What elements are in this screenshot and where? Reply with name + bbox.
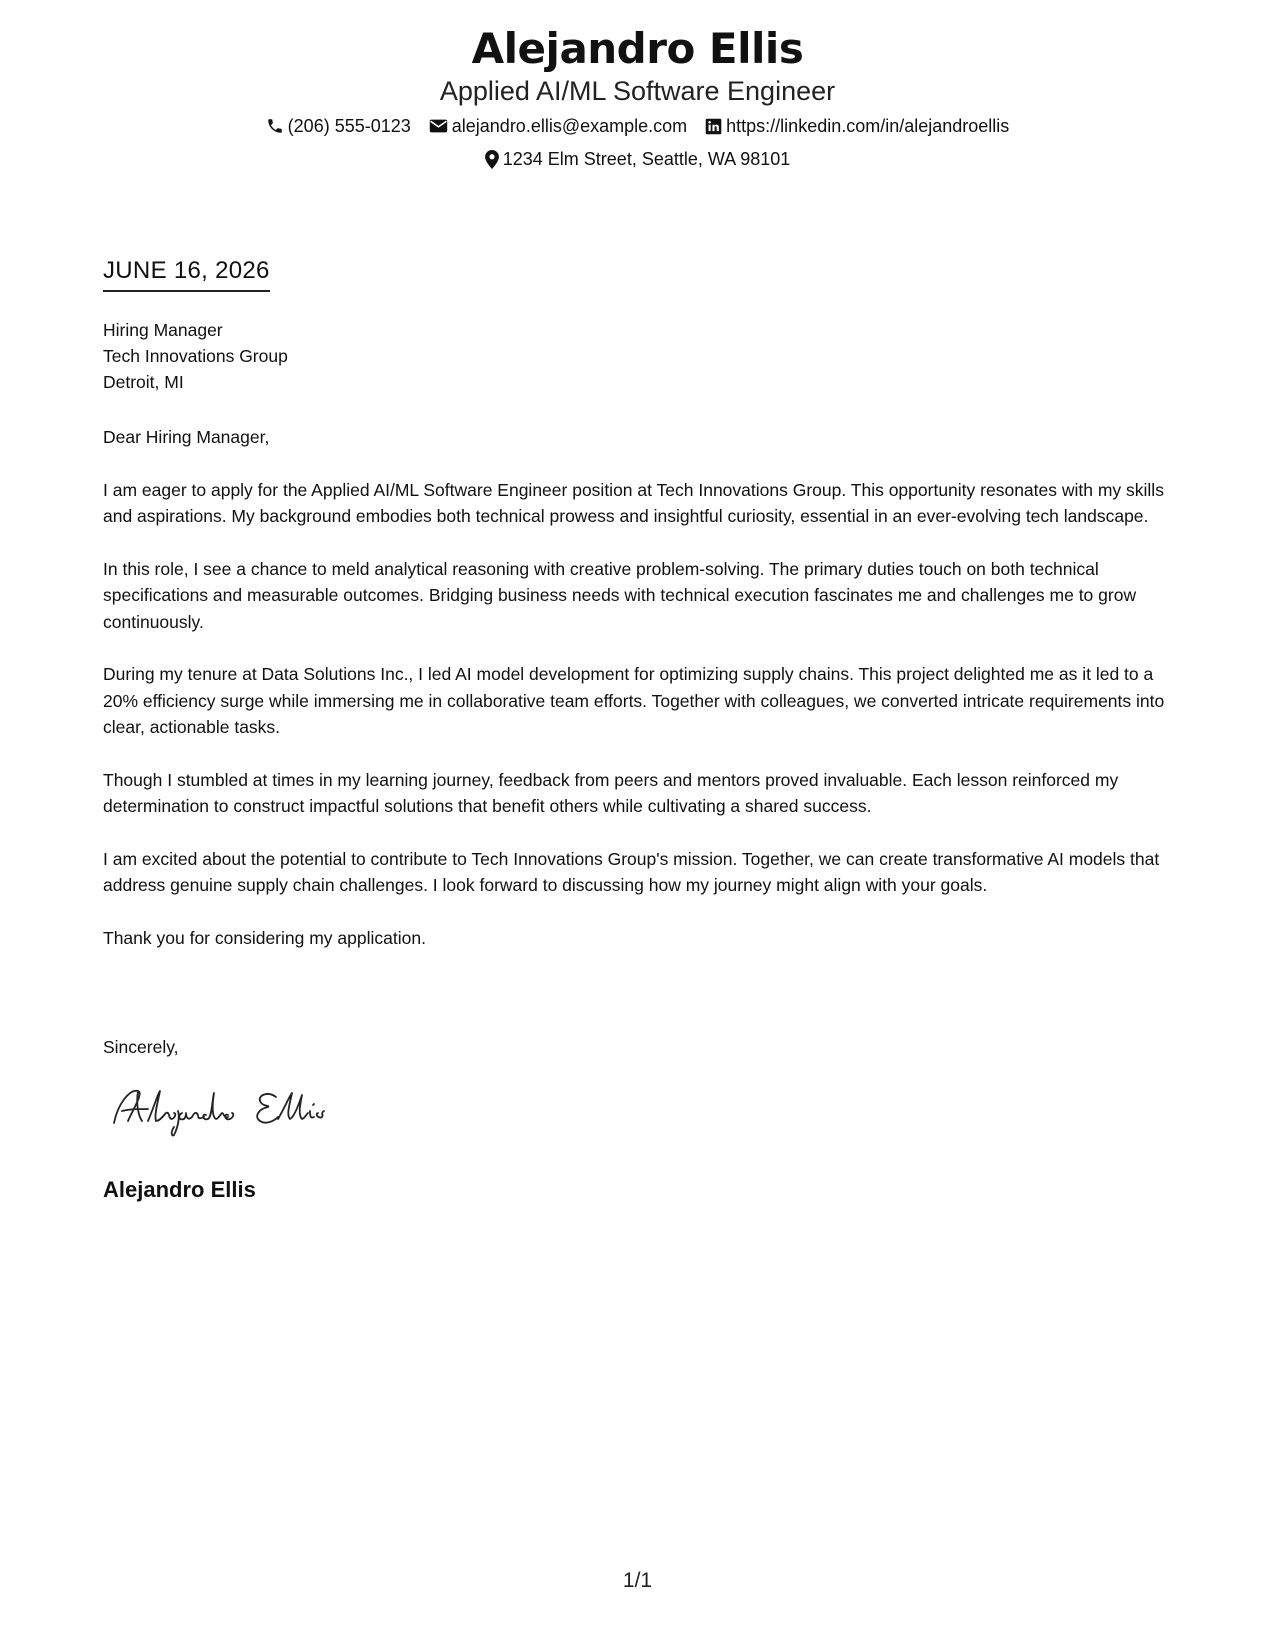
- recipient-line: Tech Innovations Group: [103, 346, 288, 366]
- linkedin-icon: [705, 118, 722, 135]
- body-paragraph: I am eager to apply for the Applied AI/ML Software Engineer position at Tech Innovations Group. This opportunity resonates with my skills and aspirations. My background embodies both technical prowess and insightful curiosity, essential in an ever-evolving tech landscape.: [103, 479, 1164, 526]
- handwritten-signature: [108, 1081, 368, 1141]
- contact-address: [485, 147, 791, 171]
- address-text: 1234 Elm Street, Seattle, WA 98101: [502, 149, 791, 169]
- signer-name: Alejandro Ellis: [103, 1177, 256, 1202]
- applicant-title: Applied AI/ML Software Engineer: [439, 76, 836, 106]
- page-number: 1/1: [622, 1569, 653, 1592]
- contact-phone: [266, 114, 411, 138]
- recipient-line: Hiring Manager: [103, 320, 223, 340]
- recipient-line: Detroit, MI: [103, 372, 184, 392]
- contact-email[interactable]: [429, 114, 687, 138]
- body-paragraph: I am excited about the potential to contribute to Tech Innovations Group's mission. Together, we can create transformative AI models that address genuine supply chain challenges. I look forward to discussing how my journey might align with your goals.: [103, 848, 1160, 895]
- applicant-name: Alejandro Ellis: [471, 24, 804, 73]
- envelope-icon: [429, 118, 448, 134]
- letter-body: [103, 424, 1183, 977]
- recipient-block: [103, 317, 288, 395]
- address-row: [0, 147, 1275, 171]
- phone-text: (206) 555-0123: [287, 116, 411, 136]
- email-link[interactable]: alejandro.ellis@example.com: [451, 116, 688, 136]
- contact-row: [0, 114, 1275, 138]
- closing-line: Sincerely,: [103, 1037, 179, 1057]
- body-paragraph: During my tenure at Data Solutions Inc., I led AI model development for optimizing supply chains. This project delighted me as it led to a 20% efficiency surge while immersing me in collaborative team efforts. Together with colleagues, we converted intricate requirements into clear, actionable tasks.: [103, 664, 1165, 737]
- letter-header: [0, 24, 1275, 171]
- contact-linkedin[interactable]: [705, 114, 1009, 138]
- signature-drawing: [108, 1081, 368, 1141]
- body-paragraph: Though I stumbled at times in my learning journey, feedback from peers and mentors proved invaluable. Each lesson reinforced my determination to construct impactful solutions that benefit others while cultivating a shared success.: [103, 769, 1119, 816]
- salutation: Dear Hiring Manager,: [103, 427, 270, 447]
- linkedin-link[interactable]: https://linkedin.com/in/alejandroellis: [726, 116, 1010, 136]
- letter-date: JUNE 16, 2026: [103, 256, 270, 292]
- map-marker-icon: [485, 150, 499, 169]
- phone-icon: [266, 117, 284, 135]
- body-paragraph: In this role, I see a chance to meld analytical reasoning with creative problem-solving. The primary duties touch on both technical specifications and measurable outcomes. Bridging business needs with technical execution fascinates me and challenges me to grow continuously.: [103, 558, 1137, 632]
- body-paragraph: Thank you for considering my application.: [103, 927, 426, 948]
